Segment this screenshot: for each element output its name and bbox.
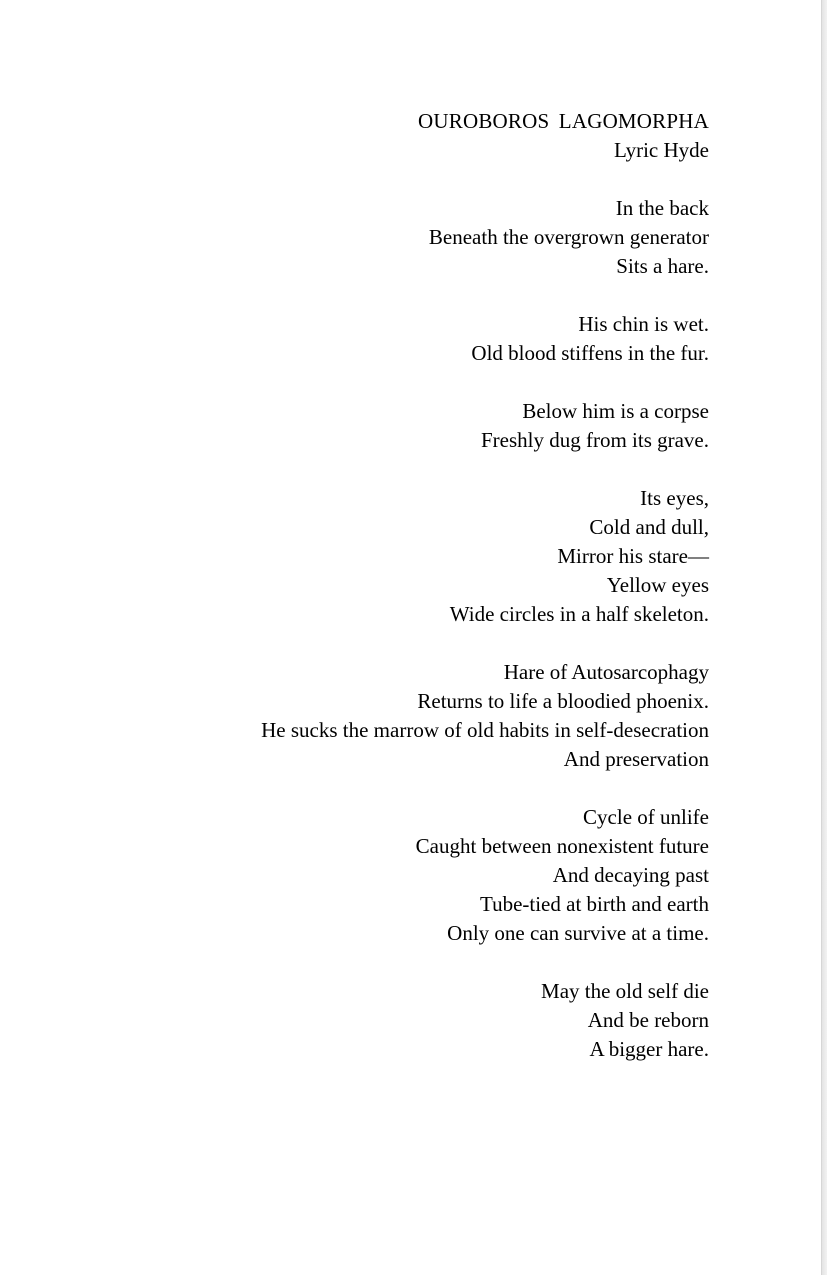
poem-line: And be reborn — [587, 1008, 709, 1032]
poem-line: Old blood stiffens in the fur. — [471, 341, 709, 365]
poem-title: OUROBOROS LAGOMORPHA — [418, 109, 709, 133]
stanza — [69, 658, 709, 774]
poem-line: Caught between nonexistent future — [415, 834, 709, 858]
poem-line: Hare of Autosarcophagy — [503, 660, 709, 684]
stanza-break — [69, 629, 709, 658]
poem-line: Freshly dug from its grave. — [480, 428, 709, 452]
poem-author: Lyric Hyde — [613, 138, 709, 162]
poem-line: Cycle of unlife — [583, 805, 709, 829]
poem-line: And decaying past — [552, 863, 709, 887]
poem-line: Its eyes, — [640, 486, 709, 510]
stanza-break — [69, 165, 709, 194]
poem-line: A bigger hare. — [589, 1037, 709, 1061]
poem — [69, 107, 709, 1064]
stanza-break — [69, 774, 709, 803]
stanza — [69, 803, 709, 948]
poem-line: Mirror his stare— — [557, 544, 709, 568]
poem-line: And preservation — [563, 747, 709, 771]
stanza — [69, 310, 709, 368]
stanza — [69, 484, 709, 629]
poem-line: Wide circles in a half skeleton. — [449, 602, 709, 626]
poem-line: In the back — [615, 196, 709, 220]
poem-line: Below him is a corpse — [522, 399, 709, 423]
stanza — [69, 194, 709, 281]
poem-line: Sits a hare. — [616, 254, 709, 278]
poem-line: He sucks the marrow of old habits in self-desecration — [261, 718, 709, 742]
poem-line: Beneath the overgrown generator — [428, 225, 709, 249]
poem-line: Returns to life a bloodied phoenix. — [417, 689, 709, 713]
poem-line: Only one can survive at a time. — [447, 921, 709, 945]
poem-line: His chin is wet. — [578, 312, 709, 336]
poem-line: Yellow eyes — [606, 573, 709, 597]
stanza — [69, 397, 709, 455]
stanza-break — [69, 368, 709, 397]
stanza-break — [69, 948, 709, 977]
poem-line: May the old self die — [541, 979, 709, 1003]
poem-line: Cold and dull, — [589, 515, 709, 539]
page-edge — [821, 0, 827, 1275]
stanza — [69, 977, 709, 1064]
stanza-break — [69, 281, 709, 310]
stanza-break — [69, 455, 709, 484]
poem-line: Tube-tied at birth and earth — [479, 892, 709, 916]
